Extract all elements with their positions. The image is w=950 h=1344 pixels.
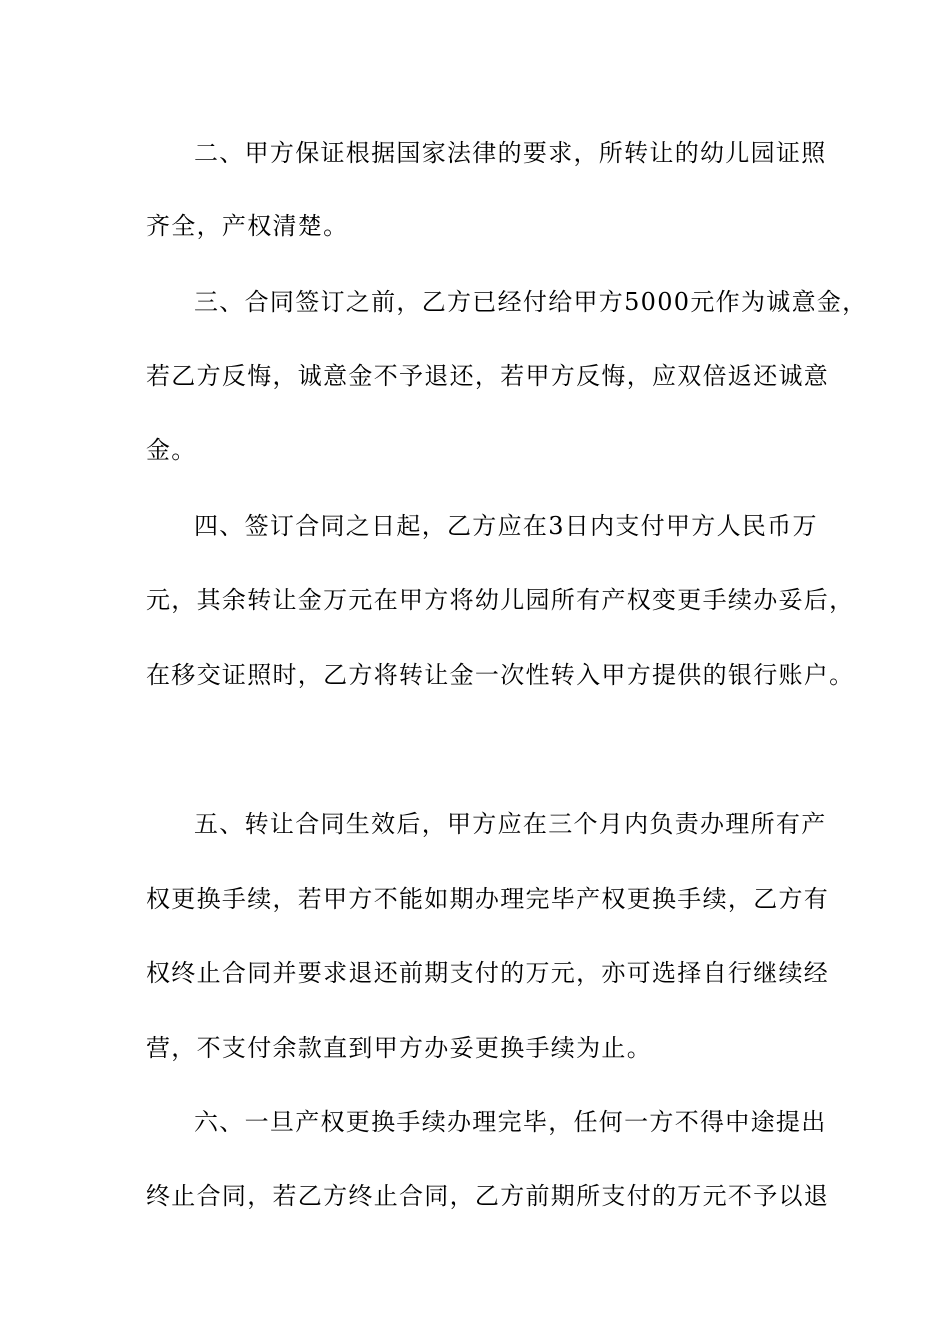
clause-2-line-2: 齐全，产权清楚。	[146, 212, 349, 240]
clause-5-line-1: 五、转让合同生效后，甲方应在三个月内负责办理所有产	[194, 810, 827, 838]
clause-5-line-3: 权终止合同并要求退还前期支付的万元，亦可选择自行继续经	[146, 959, 830, 987]
clause-6-line-2: 终止合同，若乙方终止合同，乙方前期所支付的万元不予以退	[146, 1182, 830, 1210]
clause-4-line-3: 在移交证照时，乙方将转让金一次性转入甲方提供的银行账户。	[146, 661, 855, 689]
clause-4-line-2: 元，其余转让金万元在甲方将幼儿园所有产权变更手续办妥后，	[146, 586, 855, 614]
clause-4-line-1: 四、签订合同之日起，乙方应在3日内支付甲方人民币万	[194, 512, 818, 540]
clause-5-line-2: 权更换手续，若甲方不能如期办理完毕产权更换手续，乙方有	[146, 885, 830, 913]
clause-6-line-1: 六、一旦产权更换手续办理完毕，任何一方不得中途提出	[194, 1108, 827, 1136]
clause-3-line-1: 三、合同签订之前，乙方已经付给甲方5000元作为诚意金，	[194, 288, 868, 316]
clause-3-line-3: 金。	[146, 436, 197, 464]
clause-5-line-4: 营，不支付余款直到甲方办妥更换手续为止。	[146, 1034, 652, 1062]
clause-2-line-1: 二、甲方保证根据国家法律的要求，所转让的幼儿园证照	[194, 139, 827, 167]
clause-3-line-2: 若乙方反悔，诚意金不予退还，若甲方反悔，应双倍返还诚意	[146, 362, 830, 390]
